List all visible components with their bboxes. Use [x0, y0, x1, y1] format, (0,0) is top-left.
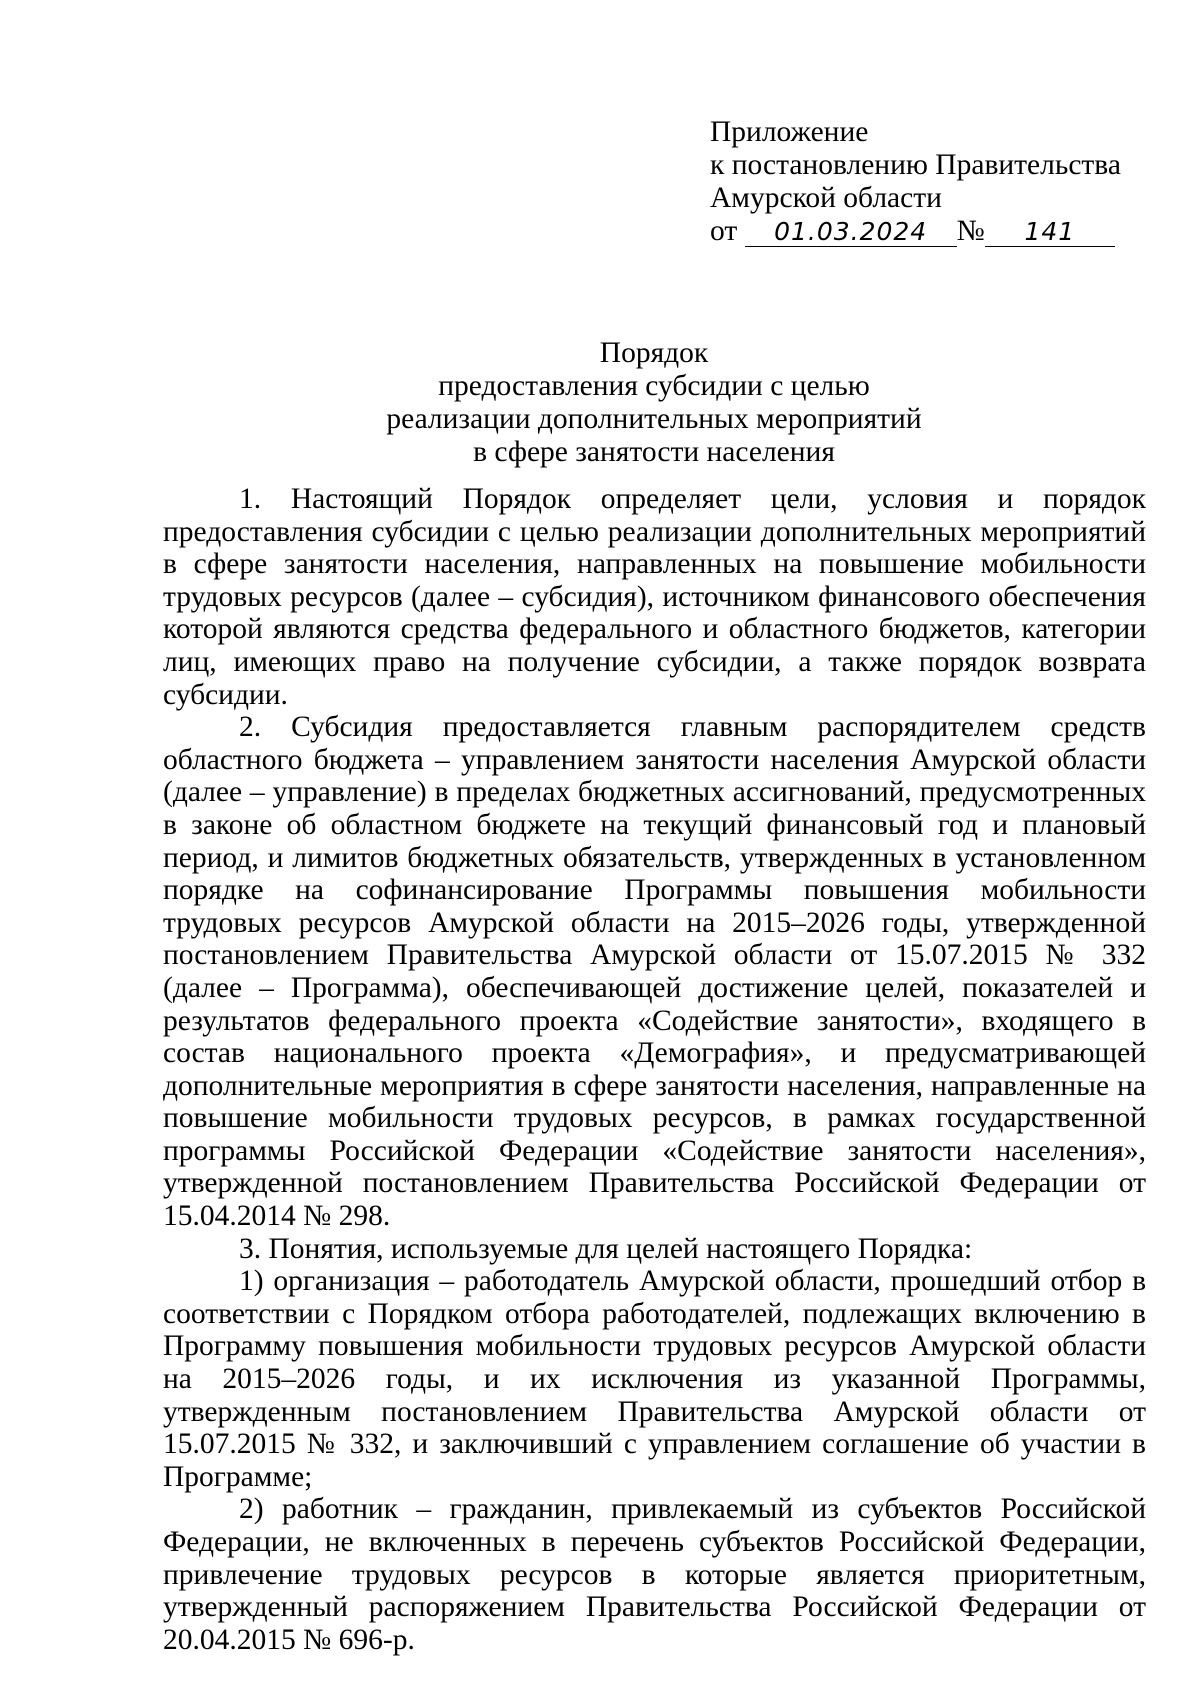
document-title: [160, 337, 1148, 469]
appendix-line-3: Амурской области: [710, 182, 942, 214]
title-line-1: Порядок: [599, 337, 709, 369]
appendix-line-2: к постановлению Правительства: [710, 149, 1121, 181]
number-sign: №: [956, 215, 985, 247]
paragraph-1: 1. Настоящий Порядок определяет цели, условия и порядок предоставления субсидии с целью реализации дополнительных мероприятий в сфере занятости населения, направленных на повышение мобильности трудовых ресурсов (далее – субсидия), источником финансового обеспечения которой являются средства федерального и областного бюджетов, категории лиц, имеющих право на получение субсидии, а также порядок возврата субсидии.: [163, 483, 1146, 711]
date-prefix: от: [710, 215, 738, 247]
appendix-line-1: Приложение: [710, 116, 869, 148]
definition-1: 1) организация – работодатель Амурской области, прошедший отбор в соответствии с Порядком отбора работодателей, подлежащих включению в Программу повышения мобильности трудовых ресурсов Амурской области на 2015–2026 годы, и их исключения из указанной Программы, утвержденным постановлением Правительства Амурской области от 15.07.2015 № 332, и заключивший с управлением соглашение об участии в Программе;: [163, 1265, 1146, 1493]
appendix-block: [710, 116, 1121, 248]
definition-2: 2) работник – гражданин, привлекаемый из субъектов Российской Федерации, не включенных в перечень субъектов Российской Федерации, привлечение трудовых ресурсов в которые является приоритетным, утвержденный распоряжением Правительства Российской Федерации от 20.04.2015 № 696-р.: [163, 1493, 1146, 1656]
handwritten-number: 141: [985, 218, 1115, 247]
title-line-2: предоставления субсидии с целью: [438, 370, 870, 402]
appendix-date-line: [710, 215, 1121, 248]
document-body: [163, 483, 1146, 1656]
handwritten-date: 01.03.2024: [745, 218, 957, 247]
title-line-3: реализации дополнительных мероприятий: [386, 403, 922, 435]
title-line-4: в сфере занятости населения: [473, 436, 835, 468]
paragraph-3: 3. Понятия, используемые для целей настоящего Порядка:: [239, 1232, 973, 1265]
paragraph-2: 2. Субсидия предоставляется главным распорядителем средств областного бюджета – управлением занятости населения Амурской области (далее – управление) в пределах бюджетных ассигнований, предусмотренных в законе об областном бюджете на текущий финансовый год и плановый период, и лимитов бюджетных обязательств, утвержденных в установленном порядке на софинансирование Программы повышения мобильности трудовых ресурсов Амурской области на 2015–2026 годы, утвержденной постановлением Правительства Амурской области от 15.07.2015 № 332 (далее – Программа), обеспечивающей достижение целей, показателей и результатов федерального проекта «Содействие занятости», входящего в состав национального проекта «Демография», и предусматривающей дополнительные мероприятия в сфере занятости населения, направленные на повышение мобильности трудовых ресурсов, в рамках государственной программы Российской Федерации «Содействие занятости населения», утвержденной постановлением Правительства Российской Федерации от 15.04.2014 № 298.: [163, 711, 1146, 1233]
